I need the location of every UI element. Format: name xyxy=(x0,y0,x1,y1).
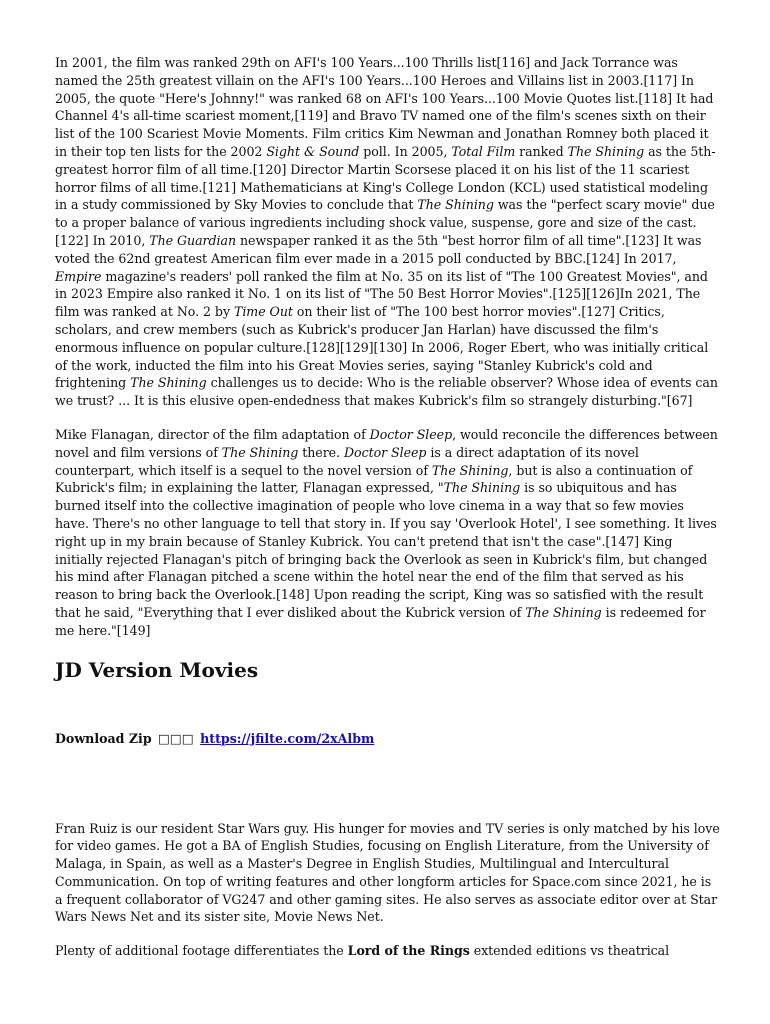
bold-title: Lord of the Rings xyxy=(347,943,470,959)
paragraph-author-bio: Fran Ruiz is our resident Star Wars guy. His hunger for movies and TV series is only matched by his love for video games. He got a BA of English Studies, focusing on English Literature, from the University of Malaga, in Spain, as well as a Master's Degree in English Studies, Multilingual and Intercultural Communication. On top of writing features and other longform articles for Space.com since 2021, he is a frequent collaborator of VG247 and other gaming sites. He also serves as associate editor over at Star Wars News Net and its sister site, Movie News Net. xyxy=(55,820,720,925)
text-run: In 2001, the film was ranked 29th on AFI's 100 Years...100 Thrills list[116] and Jack Torrance was named the 25th greatest villain on the AFI's 100 Years...100 Heroes and Villains list in 2003.[117] In 2005, the quote "Here's Johnny!" was ranked 68 on AFI's 100 Years...100 Movie Quotes list.[118] It had Channel 4's all-time scariest moment,[119] and Bravo TV named one of the film's scenes sixth on their list of the 100 Scariest Movie Moments. Film critics Kim Newman and Jonathan Romney both placed it in their top ten lists for the 2002 xyxy=(55,55,714,159)
download-label: Download Zip xyxy=(55,730,152,746)
text-run: challenges us to decide: Who is the reliable observer? Whose idea of events can we trust? ... It is this elusive open-endedness that makes Kubrick's film so strangely disturbing."[67] xyxy=(55,375,718,409)
text-run: was the "perfect scary movie" due to a proper balance of various ingredients including shock value, suspense, gore and size of the cast.[122] In 2010, xyxy=(55,197,715,248)
paragraph-lotr xyxy=(55,942,720,960)
download-line xyxy=(55,730,720,748)
text-run: there. xyxy=(298,444,344,460)
placeholder-glyphs: □□□ xyxy=(158,730,194,746)
text-run: , would reconcile the differences between novel and film versions of xyxy=(55,426,718,460)
italic-title: The Shining xyxy=(221,444,299,460)
text-run: newspaper ranked it as the 5th "best horror film of all time".[123] It was voted the 62nd greatest American film ever made in a 2015 poll conducted by BBC.[124] In 2017, xyxy=(55,232,702,266)
text-run: is a direct adaptation of its novel counterpart, which itself is a sequel to the novel version of xyxy=(55,444,639,478)
text-run: on their list of "The 100 best horror movies".[127] Critics, scholars, and crew members (such as Kubrick's producer Jan Harlan) have discussed the film's enormous influence on popular culture.[128][129][130] In 2006, Roger Ebert, who was initially critical of the work, inducted the film into his Great Movies series, saying "Stanley Kubrick's cold and frightening xyxy=(55,304,709,391)
italic-title: Sight & Sound xyxy=(266,143,360,159)
text-run: is so ubiquitous and has burned itself into the collective imagination of people who love cinema in a way that so few movies have. There's no other language to tell that story in. If you say 'Overlook Hotel', I see something. It lives right up in my brain because of Stanley Kubrick. You can't pretend that isn't the case".[147] King initially rejected Flanagan's pitch of bringing back the Overlook as seen in Kubrick's film, but changed his mind after Flanagan pitched a scene within the hotel near the end of the film that served as his reason to bring back the Overlook.[148] Upon reading the script, King was so satisfied with the result that he said, "Everything that I ever disliked about the Kubrick version of xyxy=(55,480,717,620)
italic-title: The Shining xyxy=(525,604,602,620)
text-run: ranked xyxy=(515,143,568,159)
text-run: Plenty of additional footage differentiates the xyxy=(55,943,348,959)
article-body xyxy=(55,54,720,960)
italic-title: Time Out xyxy=(233,304,293,320)
italic-title: Doctor Sleep xyxy=(369,426,453,442)
paragraph-doctor-sleep xyxy=(55,426,720,640)
italic-title: Empire xyxy=(55,268,102,284)
italic-title: Doctor Sleep xyxy=(344,444,427,460)
paragraph-rankings xyxy=(55,54,720,410)
text-run: magazine's readers' poll ranked the film at No. 35 on its list of "The 100 Greatest Movies", and in 2023 Empire also ranked it No. 1 on its list of "The 50 Best Horror Movies".[125][126]In 2021, The film was ranked at No. 2 by xyxy=(55,268,708,320)
italic-title: The Guardian xyxy=(149,232,237,248)
text-run: as the 5th-greatest horror film of all time.[120] Director Martin Scorsese placed it on his list of the 11 scariest horror films of all time.[121] Mathematicians at King's College London (KCL) used statistical modeling in a study commissioned by Sky Movies to conclude that xyxy=(55,143,716,213)
section-heading: JD Version Movies xyxy=(55,657,259,682)
italic-title: The Shining xyxy=(443,480,521,496)
text-run: Mike Flanagan, director of the film adaptation of xyxy=(55,426,370,442)
download-link[interactable]: https://jfilte.com/2xAlbm xyxy=(200,730,375,746)
text-run: poll. In 2005, xyxy=(359,143,452,159)
italic-title: The Shining xyxy=(567,143,645,159)
italic-title: Total Film xyxy=(451,143,516,159)
italic-title: The Shining xyxy=(431,462,509,478)
italic-title: The Shining xyxy=(130,375,207,391)
text-run: , but is also a continuation of Kubrick's film; in explaining the latter, Flanagan expressed, " xyxy=(55,462,693,496)
text-run: extended editions vs theatrical xyxy=(469,943,670,959)
italic-title: The Shining xyxy=(417,197,494,213)
text-run: is redeemed for me here."[149] xyxy=(55,604,706,638)
